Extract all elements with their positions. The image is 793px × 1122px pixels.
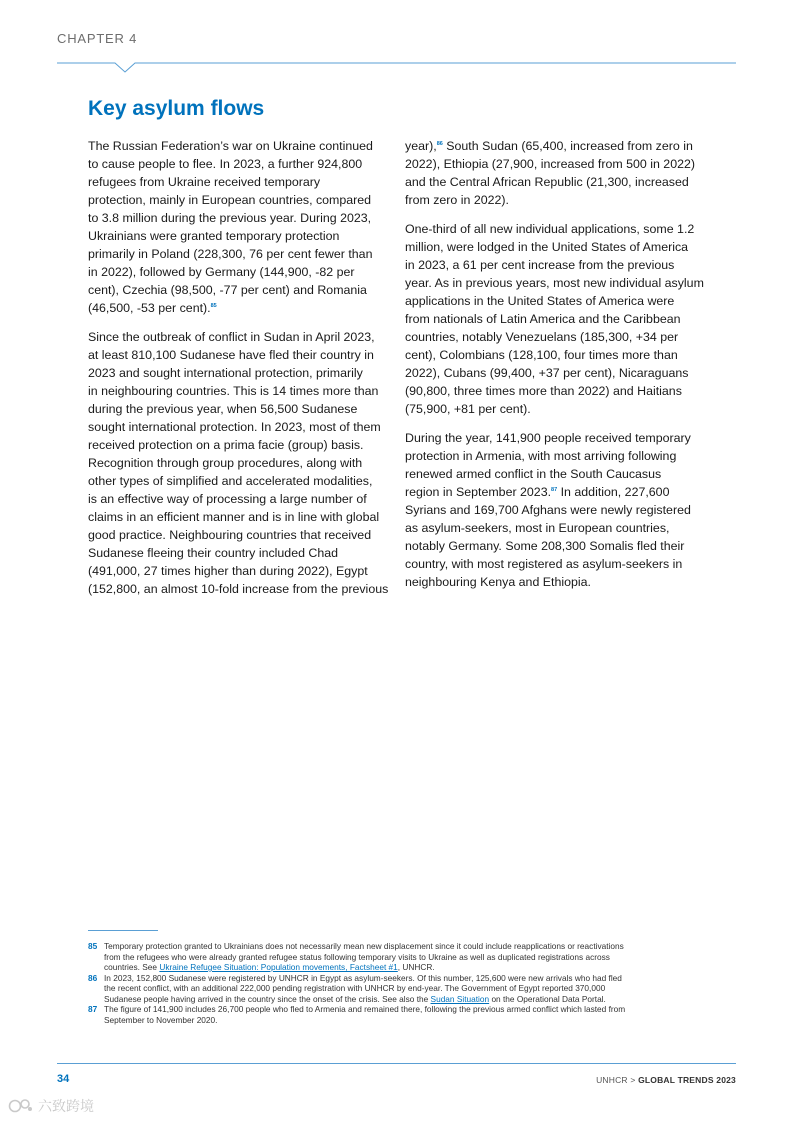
footnote-link[interactable]: Ukraine Refugee Situation: Population movements, Factsheet #1 xyxy=(159,962,398,972)
paragraph-text: One-third of all new individual applications, some 1.2 million, were lodged in the United States of America in 2023, a 61 per cent increase from the previous year. As in previous years, most new individual asylum applications in the United States of America were from nationals of Latin America and the Caribbean countries, notably Venezuelans (185,300, +34 per cent), Colombians (128,100, four times more than 2022), Cubans (99,400, +37 per cent), Nicaraguans (90,800, three times more than 2022) and Haitians (75,900, +81 per cent). xyxy=(405,222,704,416)
footer-publisher: UNHCR xyxy=(596,1075,628,1085)
footnote-reference: 87 xyxy=(551,486,558,493)
paragraph-text: During the year, 141,900 people received temporary protection in Armenia, with most arriving following renewed armed conflict in the South Caucasus region in September 2023. xyxy=(405,431,691,499)
paragraph-text: Since the outbreak of conflict in Sudan in April 2023, at least 810,100 Sudanese have fled their country in 2023 and sought international protection, primarily in neighbouring countries. This is 14 times more than during the previous year, when 56,500 Sudanese sought international protection. In 2023, most of them received protection on a prima facie (group) basis. Recognition through group procedures, along with other types of simplified and accelerated modalities, is an effective way of processing a large number of claims in an efficient manner and is in line with global good practice. Neighbouring countries that received Sudanese fleeing their country included Chad (491,000, 27 times higher than during 2022), Egypt (152,800, an almost 10-fold increase from the previous xyxy=(88,330,389,596)
page-number: 34 xyxy=(57,1073,70,1085)
footnote-reference: 85 xyxy=(210,302,217,309)
footnote-text-run: In 2023, 152,800 Sudanese were registered by UNHCR in Egypt as asylum-seekers. Of this number, 125,600 were new arrivals who had fled the recent conflict, with an additional 222,000 pending registration with UNHCR by end-year. The Government of Egypt reported 370,000 Sudanese people having arrived in the country since the onset of the crisis. See also the xyxy=(104,972,622,1004)
header-rule xyxy=(57,62,736,74)
footnote-text-run: Temporary protection granted to Ukrainians does not necessarily mean new displacement since it could include reapplications or reactivations from the refugees who were already granted refugee status following temporary visits to Ukraine as well as duplicated registrations across countries. See xyxy=(104,941,624,972)
paragraph xyxy=(88,328,390,598)
footnote xyxy=(88,941,708,973)
footer-rule xyxy=(57,1063,736,1064)
footnote-text-run: on the Operational Data Portal. xyxy=(489,993,606,1004)
footnote-text xyxy=(104,1004,708,1025)
footnote-text xyxy=(104,973,708,1005)
footnote xyxy=(88,973,708,1005)
footnote xyxy=(88,1004,708,1025)
footer-separator: > xyxy=(630,1075,636,1085)
logo-watermark-icon xyxy=(8,1097,34,1115)
paragraph-text: South Sudan (65,400, increased from zero in 2022), Ethiopia (27,900, increased from 500 in 2022) and the Central African Republic (21,300, increased from zero in 2022). xyxy=(405,139,695,207)
paragraph-text: In addition, 227,600 Syrians and 169,700 Afghans were newly registered as asylum-seekers, most in European countries, notably Germany. Some 208,300 Somalis fled their country, with most registered as asylum-seekers in neighbouring Kenya and Ethiopia. xyxy=(405,485,691,589)
paragraph xyxy=(405,137,707,209)
watermark xyxy=(8,1096,94,1116)
left-column xyxy=(88,137,390,609)
footnote-link[interactable]: Sudan Situation xyxy=(430,993,490,1004)
footnote-reference: 86 xyxy=(436,140,443,147)
watermark-text: 六致跨境 xyxy=(38,1098,94,1114)
section-title: Key asylum flows xyxy=(88,97,265,120)
running-footer xyxy=(596,1075,736,1085)
footnote-rule xyxy=(88,930,158,931)
footnote-number: 86 xyxy=(88,972,98,983)
footnote-number: 85 xyxy=(88,941,98,951)
chapter-label: CHAPTER 4 xyxy=(57,31,138,46)
footnotes xyxy=(88,941,708,1025)
footnote-number: 87 xyxy=(88,1004,98,1014)
paragraph xyxy=(405,220,707,418)
paragraph-text: The Russian Federation’s war on Ukraine continued to cause people to flee. In 2023, a further 924,800 refugees from Ukraine received temporary protection, mainly in European countries, compared to 3.8 million during the previous year. During 2023, Ukrainians were granted temporary protection primarily in Poland (228,300, 76 per cent fewer than in 2022), followed by Germany (144,900, -82 per cent), Czechia (98,500, -77 per cent) and Romania (46,500, -53 per cent). xyxy=(88,139,373,315)
footer-report-title: GLOBAL TRENDS 2023 xyxy=(638,1075,736,1085)
paragraph xyxy=(88,137,390,317)
footnote-text xyxy=(104,941,708,973)
footnote-text-run: , UNHCR. xyxy=(397,962,435,972)
right-column xyxy=(405,137,707,602)
footnote-text-run: The figure of 141,900 includes 26,700 people who fled to Armenia and remained there, following the previous armed conflict which lasted from September to November 2020. xyxy=(104,1004,626,1025)
paragraph xyxy=(405,429,707,591)
paragraph-text: year), xyxy=(405,139,437,153)
